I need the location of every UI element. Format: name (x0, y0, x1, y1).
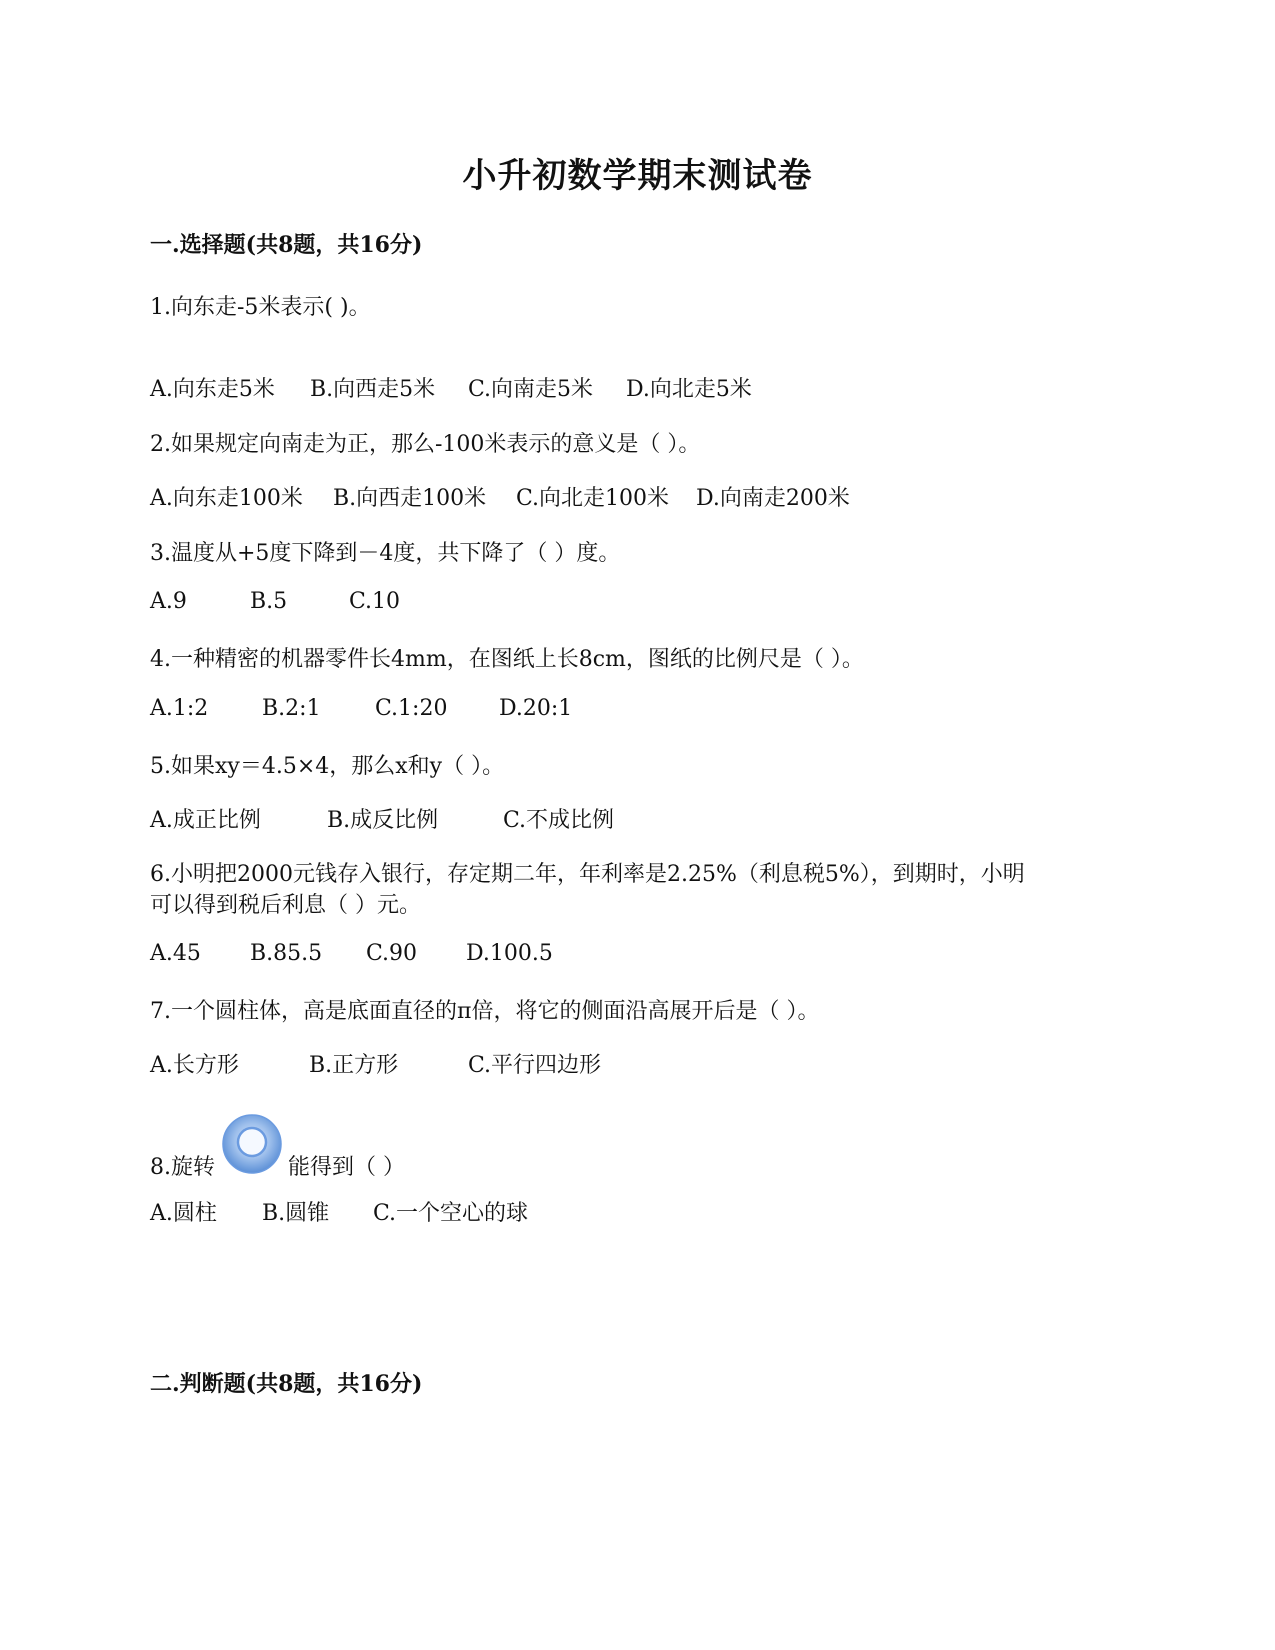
question-5: 5.如果xy＝4.5×4，那么x和y（ ）。 (150, 754, 505, 779)
option: B.85.5 (250, 941, 323, 966)
option: B.正方形 (309, 1053, 399, 1078)
option: A.45 (150, 941, 201, 966)
page-title: 小升初数学期末测试卷 (462, 156, 813, 196)
option: C.向北走100米 (516, 486, 670, 511)
option: A.9 (150, 589, 187, 614)
option: B.5 (250, 589, 288, 614)
option: D.向南走200米 (696, 486, 850, 511)
question-6-line-1: 6.小明把2000元钱存入银行，存定期二年，年利率是2.25%（利息税5%），到期时，小明 (150, 862, 1025, 887)
option: A.向东走100米 (150, 486, 303, 511)
option: D.向北走5米 (626, 377, 752, 402)
option: D.20:1 (499, 696, 573, 721)
option: A.向东走5米 (150, 377, 275, 402)
question-8-text-after: 能得到（ ） (288, 1155, 405, 1180)
question-3: 3.温度从+5度下降到－4度，共下降了（ ）度。 (150, 541, 621, 566)
question-4: 4.一种精密的机器零件长4mm，在图纸上长8cm，图纸的比例尺是（ ）。 (150, 647, 864, 672)
section-heading-true-false: 二.判断题(共8题，共16分) (150, 1371, 423, 1397)
option: B.圆锥 (262, 1201, 330, 1226)
option: B.向西走5米 (310, 377, 436, 402)
option: C.向南走5米 (468, 377, 594, 402)
option: B.向西走100米 (333, 486, 487, 511)
option: A.1:2 (150, 696, 209, 721)
question-8-text-before: 8.旋转 (150, 1155, 215, 1180)
option: A.成正比例 (150, 808, 261, 833)
question-7: 7.一个圆柱体，高是底面直径的π倍，将它的侧面沿高展开后是（ ）。 (150, 999, 820, 1024)
option: D.100.5 (466, 941, 553, 966)
ring-icon (220, 1112, 284, 1176)
option: C.1:20 (375, 696, 448, 721)
question-2: 2.如果规定向南走为正，那么-100米表示的意义是（ ）。 (150, 432, 701, 457)
option: C.90 (366, 941, 418, 966)
question-6-line-2: 可以得到税后利息（ ）元。 (150, 893, 421, 918)
question-1: 1.向东走-5米表示( )。 (150, 295, 371, 320)
option: C.10 (349, 589, 401, 614)
option: B.2:1 (262, 696, 321, 721)
question-8 (150, 1150, 405, 1181)
option: C.一个空心的球 (373, 1201, 529, 1226)
option: C.平行四边形 (468, 1053, 602, 1078)
option: A.圆柱 (150, 1201, 217, 1226)
option: A.长方形 (150, 1053, 239, 1078)
option: B.成反比例 (327, 808, 439, 833)
section-heading-choice: 一.选择题(共8题，共16分) (150, 232, 423, 258)
option: C.不成比例 (503, 808, 615, 833)
